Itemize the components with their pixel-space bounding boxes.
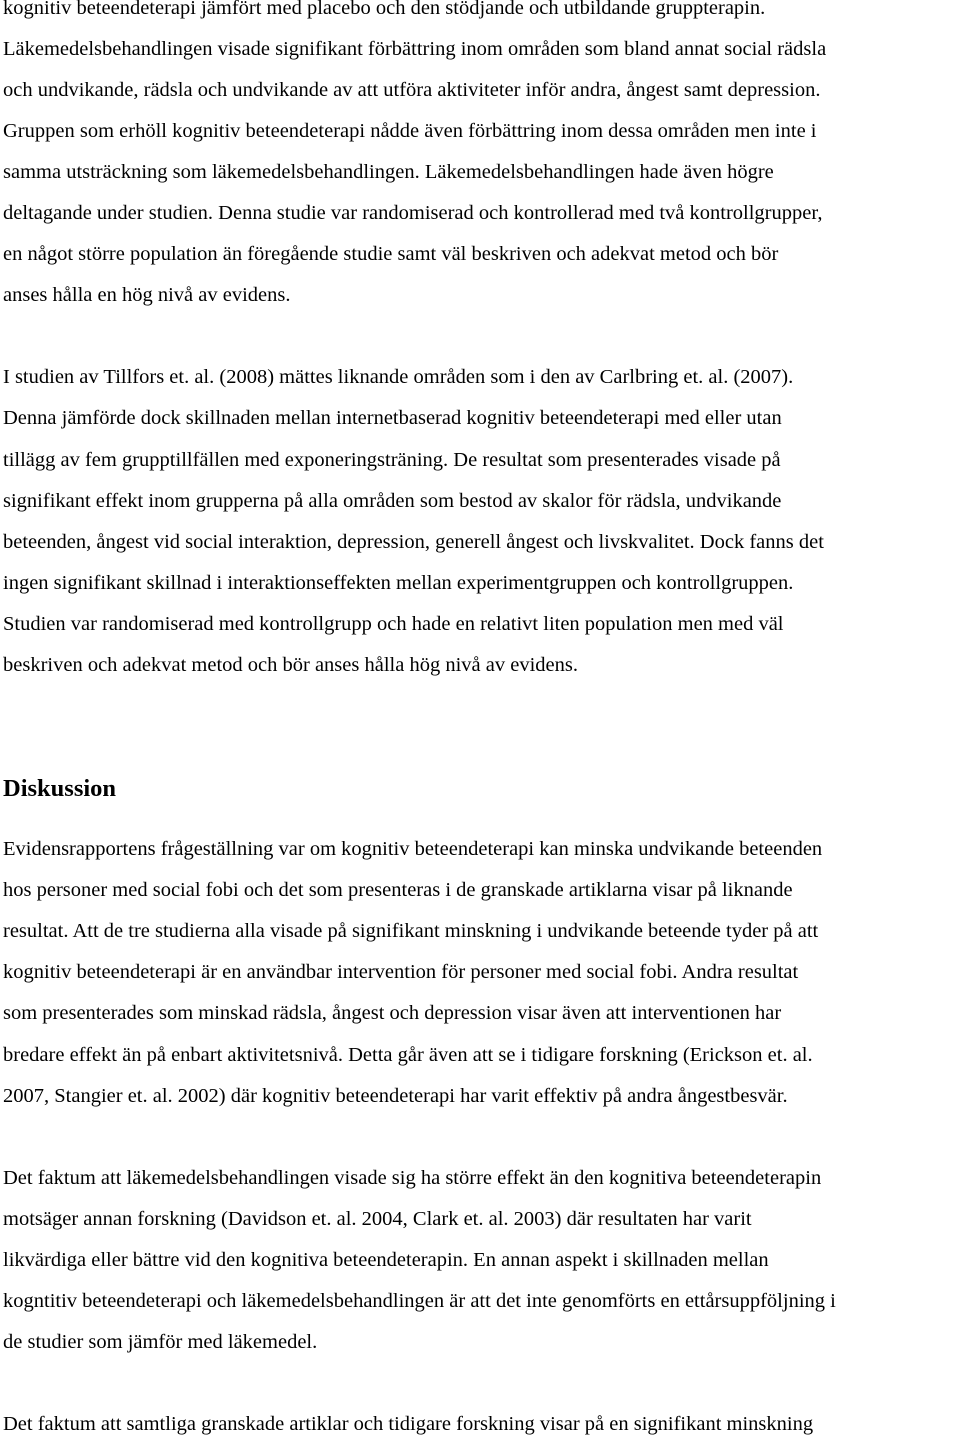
document-page	[3, 0, 957, 1445]
paragraph-spacer	[3, 316, 957, 357]
text-line: resultat. Att de tre studierna alla visade på signifikant minskning i undvikande beteende tyder på att	[3, 920, 819, 943]
paragraph-study-results	[3, 0, 957, 316]
text-line: som presenterades som minskad rädsla, ångest och depression visar även att interventionen har	[3, 1002, 782, 1025]
paragraph-tillfors-study	[3, 357, 957, 685]
text-line: kogntitiv beteendeterapi och läkemedelsbehandlingen är att det inte genomförts en ettårsuppföljning i	[3, 1289, 836, 1312]
paragraph-spacer	[3, 727, 957, 768]
text-line: beskriven och adekvat metod och bör anses hålla hög nivå av evidens.	[3, 653, 578, 676]
text-line: deltagande under studien. Denna studie var randomiserad och kontrollerad med två kontrollgrupper,	[3, 202, 823, 225]
text-line: likvärdiga eller bättre vid den kognitiva beteendeterapin. En annan aspekt i skillnaden mellan	[3, 1248, 769, 1271]
text-line: kognitiv beteendeterapi är en användbar intervention för personer med social fobi. Andra resultat	[3, 961, 799, 984]
text-line: tillägg av fem grupptillfällen med exponeringsträning. De resultat som presenterades visade på	[3, 448, 781, 471]
text-line: och undvikande, rädsla och undvikande av att utföra aktiviteter inför andra, ångest samt depression.	[3, 79, 821, 102]
text-line: Gruppen som erhöll kognitiv beteendeterapi nådde även förbättring inom dessa områden men inte i	[3, 120, 817, 143]
text-line: samma utsträckning som läkemedelsbehandlingen. Läkemedelsbehandlingen hade även högre	[3, 161, 774, 184]
text-line: Läkemedelsbehandlingen visade signifikant förbättring inom områden som bland annat social rädsla	[3, 38, 827, 61]
text-line: hos personer med social fobi och det som presenteras i de granskade artiklarna visar på liknande	[3, 879, 793, 902]
paragraph-conclusion-start	[3, 1404, 957, 1445]
text-line: en något större population än föregående studie samt väl beskriven och adekvat metod och bör	[3, 243, 779, 266]
paragraph-spacer	[3, 1363, 957, 1404]
text-line: beteenden, ångest vid social interaktion, depression, generell ångest och livskvalitet. Dock fanns det	[3, 530, 824, 553]
text-line: ingen signifikant skillnad i interaktionseffekten mellan experimentgruppen och kontrollgruppen.	[3, 571, 794, 594]
text-line: signifikant effekt inom grupperna på alla områden som bestod av skalor för rädsla, undvikande	[3, 489, 782, 512]
text-line: motsäger annan forskning (Davidson et. al. 2004, Clark et. al. 2003) där resultaten har varit	[3, 1207, 752, 1230]
text-line: I studien av Tillfors et. al. (2008) mättes liknande områden som i den av Carlbring et. al. (2007).	[3, 366, 794, 389]
text-line: 2007, Stangier et. al. 2002) där kognitiv beteendeterapi har varit effektiv på andra ångestbesvär.	[3, 1084, 788, 1107]
text-line: Det faktum att läkemedelsbehandlingen visade sig ha större effekt än den kognitiva beteendeterapin	[3, 1166, 822, 1189]
text-line: anses hålla en hög nivå av evidens.	[3, 284, 291, 307]
text-line: de studier som jämför med läkemedel.	[3, 1330, 318, 1353]
text-line: Det faktum att samtliga granskade artiklar och tidigare forskning visar på en signifikant minskning	[3, 1412, 814, 1435]
paragraph-spacer	[3, 1117, 957, 1158]
paragraph-spacer	[3, 686, 957, 727]
text-line: Denna jämförde dock skillnaden mellan internetbaserad kognitiv beteendeterapi med eller utan	[3, 407, 782, 430]
paragraph-discussion-intro	[3, 829, 957, 1116]
text-line: bredare effekt än på enbart aktivitetsnivå. Detta går även att se i tidigare forskning (Erickson et. al.	[3, 1043, 813, 1066]
section-heading: Diskussion	[3, 774, 117, 802]
text-line: Studien var randomiserad med kontrollgrupp och hade en relativt liten population men med väl	[3, 612, 784, 635]
paragraph-medication-effect	[3, 1158, 957, 1363]
text-line: Evidensrapportens frågeställning var om kognitiv beteendeterapi kan minska undvikande beteenden	[3, 838, 823, 861]
text-line: kognitiv beteendeterapi jämfört med placebo och den stödjande och utbildande gruppterapin.	[3, 0, 766, 19]
